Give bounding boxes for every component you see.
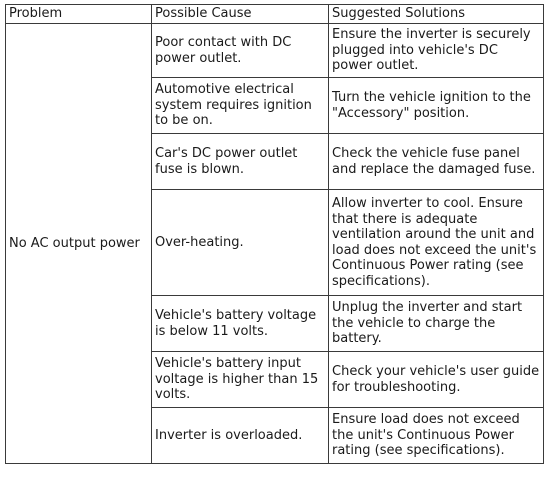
solution-cell: Ensure the inverter is securely plugged into vehicle's DC power outlet. (329, 24, 544, 78)
cause-cell: Automotive electrical system requires ignition to be on. (152, 78, 329, 134)
header-row (6, 5, 544, 24)
table-row (6, 24, 544, 78)
solution-cell: Ensure load does not exceed the unit's Continuous Power rating (see specifications). (329, 408, 544, 464)
cause-cell: Vehicle's battery voltage is below 11 volts. (152, 296, 329, 352)
table-header (6, 5, 544, 24)
cause-cell: Poor contact with DC power outlet. (152, 24, 329, 78)
header-suggested-solutions: Suggested Solutions (329, 5, 544, 24)
table-body (6, 24, 544, 464)
header-problem: Problem (6, 5, 152, 24)
cause-cell: Car's DC power outlet fuse is blown. (152, 134, 329, 190)
solution-cell: Check the vehicle fuse panel and replace the damaged fuse. (329, 134, 544, 190)
header-possible-cause: Possible Cause (152, 5, 329, 24)
troubleshooting-table (5, 4, 544, 464)
solution-cell: Unplug the inverter and start the vehicle to charge the battery. (329, 296, 544, 352)
solution-cell: Allow inverter to cool. Ensure that there is adequate ventilation around the unit and load does not exceed the unit's Continuous Power rating (see specifications). (329, 190, 544, 296)
cause-cell: Over-heating. (152, 190, 329, 296)
cause-cell: Vehicle's battery input voltage is higher than 15 volts. (152, 352, 329, 408)
solution-cell: Check your vehicle's user guide for troubleshooting. (329, 352, 544, 408)
cause-cell: Inverter is overloaded. (152, 408, 329, 464)
solution-cell: Turn the vehicle ignition to the "Accessory" position. (329, 78, 544, 134)
problem-cell: No AC output power (6, 24, 152, 464)
